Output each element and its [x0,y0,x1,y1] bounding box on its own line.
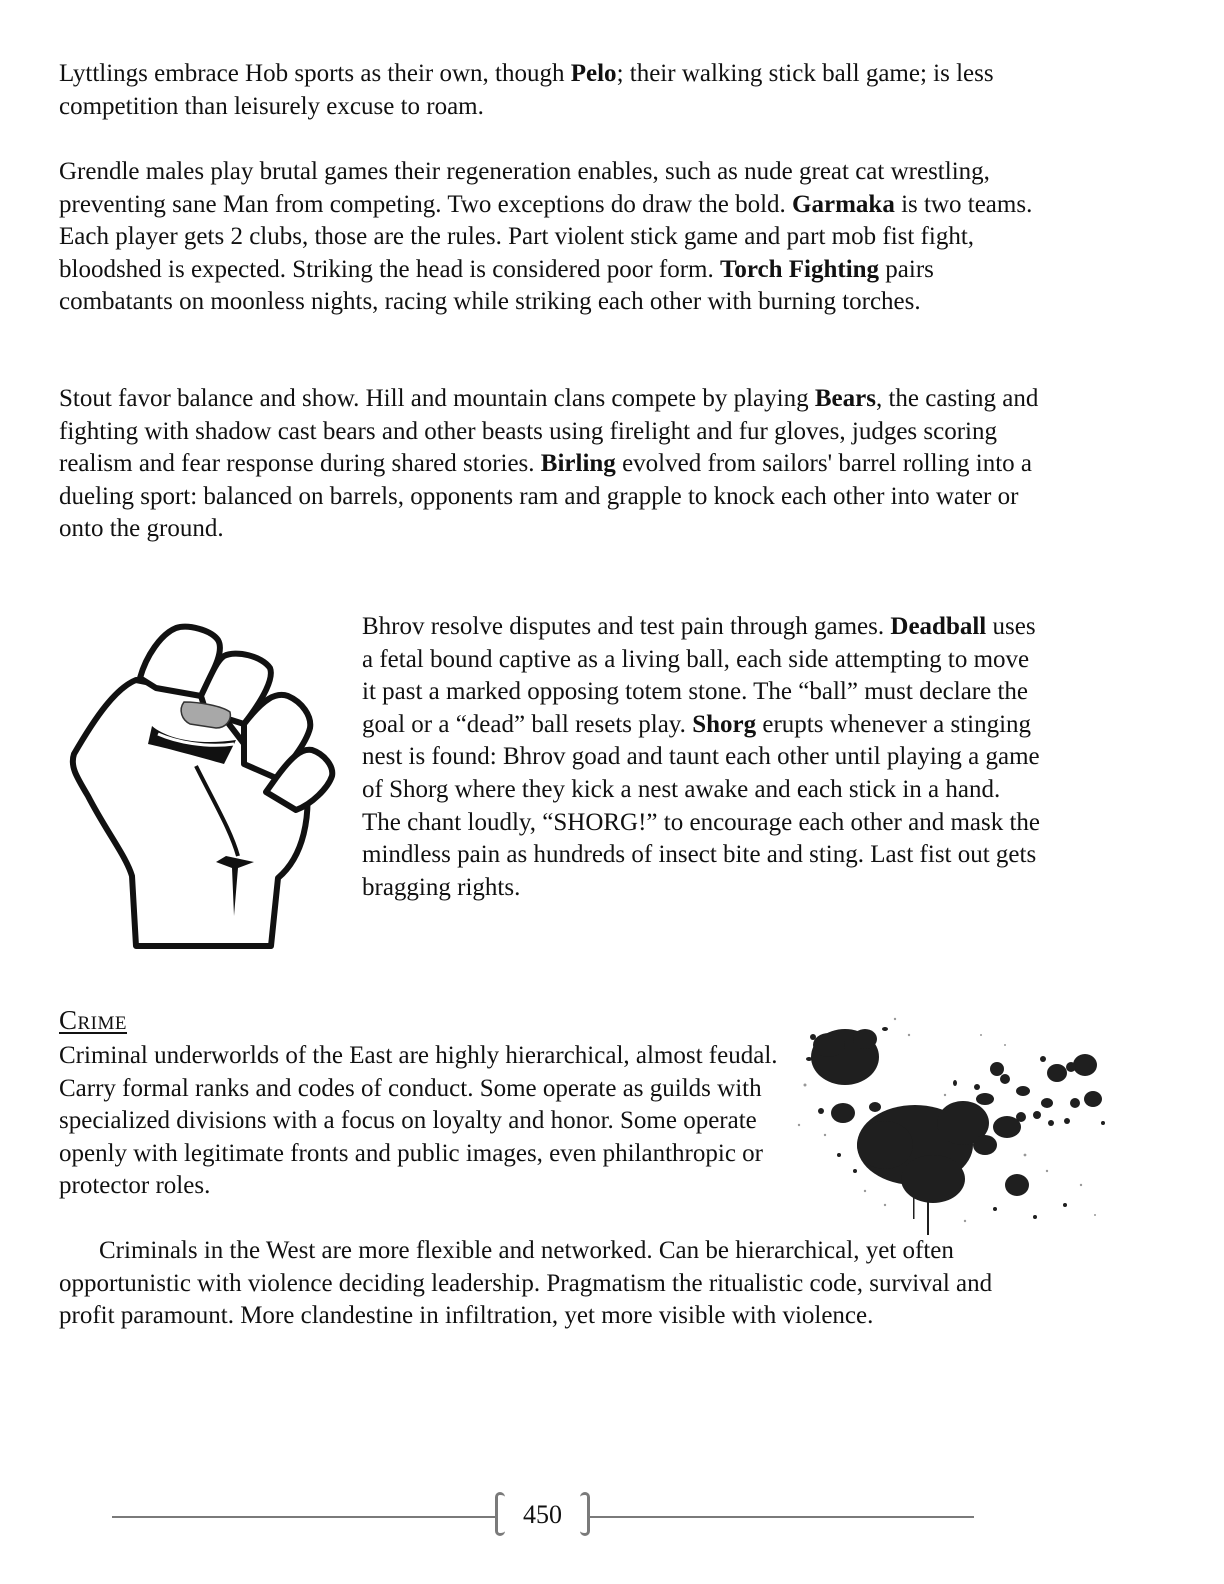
right-brace-ornament [580,1492,590,1536]
term-pelo: Pelo [570,60,617,87]
left-brace-ornament [495,1492,505,1536]
text: , the casting and fighting with shadow cast bears and other beasts using firelight and fur gloves, judges scoring realism and fear response during shared stories. [59,385,1039,478]
page-footer [112,1492,974,1544]
text: Grendle males play brutal games their regeneration enables, such as nude great cat wrestling, preventing sane Man from competing. Two exceptions do draw the bold. [59,158,990,218]
stout-paragraph [59,383,1039,546]
text: uses a fetal bound captive as a living ball, each side attempting to move it past a marked opposing totem stone. The “ball” must declare the goal or a “dead” ball resets play. [362,613,1036,738]
term-deadball: Deadball [890,613,987,640]
ink-splatter-icon [785,995,1105,1235]
text: Lyttlings embrace Hob sports as their own, though [59,60,571,87]
section-heading-crime: Crime [59,1005,128,1035]
page-number: 450 [523,1500,562,1529]
text: evolved from sailors' barrel rolling into a dueling sport: balanced on barrels, opponents ram and grapple to knock each other into water or onto the ground. [59,450,1033,543]
term-garmaka: Garmaka [792,190,895,218]
term-birling: Birling [540,450,616,478]
bhrov-paragraph [362,611,1042,904]
text: Criminals in the West are more flexible and networked. Can be hierarchical, yet often opportunistic with violence deciding leadership. Pragmatism the ritualistic code, survival and profit paramount. More clandestine in infiltration, yet more visible with violence. [59,1237,993,1330]
text: Bhrov resolve disputes and test pain through games. [362,613,891,640]
grendle-paragraph [59,156,1039,319]
text: Stout favor balance and show. Hill and mountain clans compete by playing [59,385,815,412]
raised-fist-icon [66,616,348,952]
term-shorg: Shorg [692,710,757,738]
term-bears: Bears [814,385,876,412]
footer-rule-left [112,1516,495,1518]
text: erupts whenever a stinging nest is found: Bhrov goad and taunt each other until playing a game of Shorg where they kick a nest awake and each stick in a hand. The chant loudly, “SHORG!” to encourage each other and mask the mindless pain as hundreds of insect bite and sting. Last fist out gets bragging rights. [362,710,1041,901]
crime-west-paragraph [59,1235,1039,1333]
text: pairs combatants on moonless nights, racing while striking each other with burning torches. [59,255,934,316]
text: is two teams. Each player gets 2 clubs, those are the rules. Part violent stick game and part mob fist fight, bloodshed is expected. Striking the head is considered poor form. [59,190,1033,283]
text: ; their walking stick ball game; is less competition than leisurely excuse to roam. [59,60,994,120]
term-torch-fighting: Torch Fighting [719,255,880,283]
footer-rule-right [590,1516,974,1518]
lyttlings-paragraph [59,58,1039,123]
crime-east-paragraph: Criminal underworlds of the East are highly hierarchical, almost feudal. Carry formal ranks and codes of conduct. Some operate as guilds with specialized divisions with a focus on loyalty and honor. Some operate openly with legitimate fronts and public images, even philanthropic or protector roles. [59,1042,778,1200]
